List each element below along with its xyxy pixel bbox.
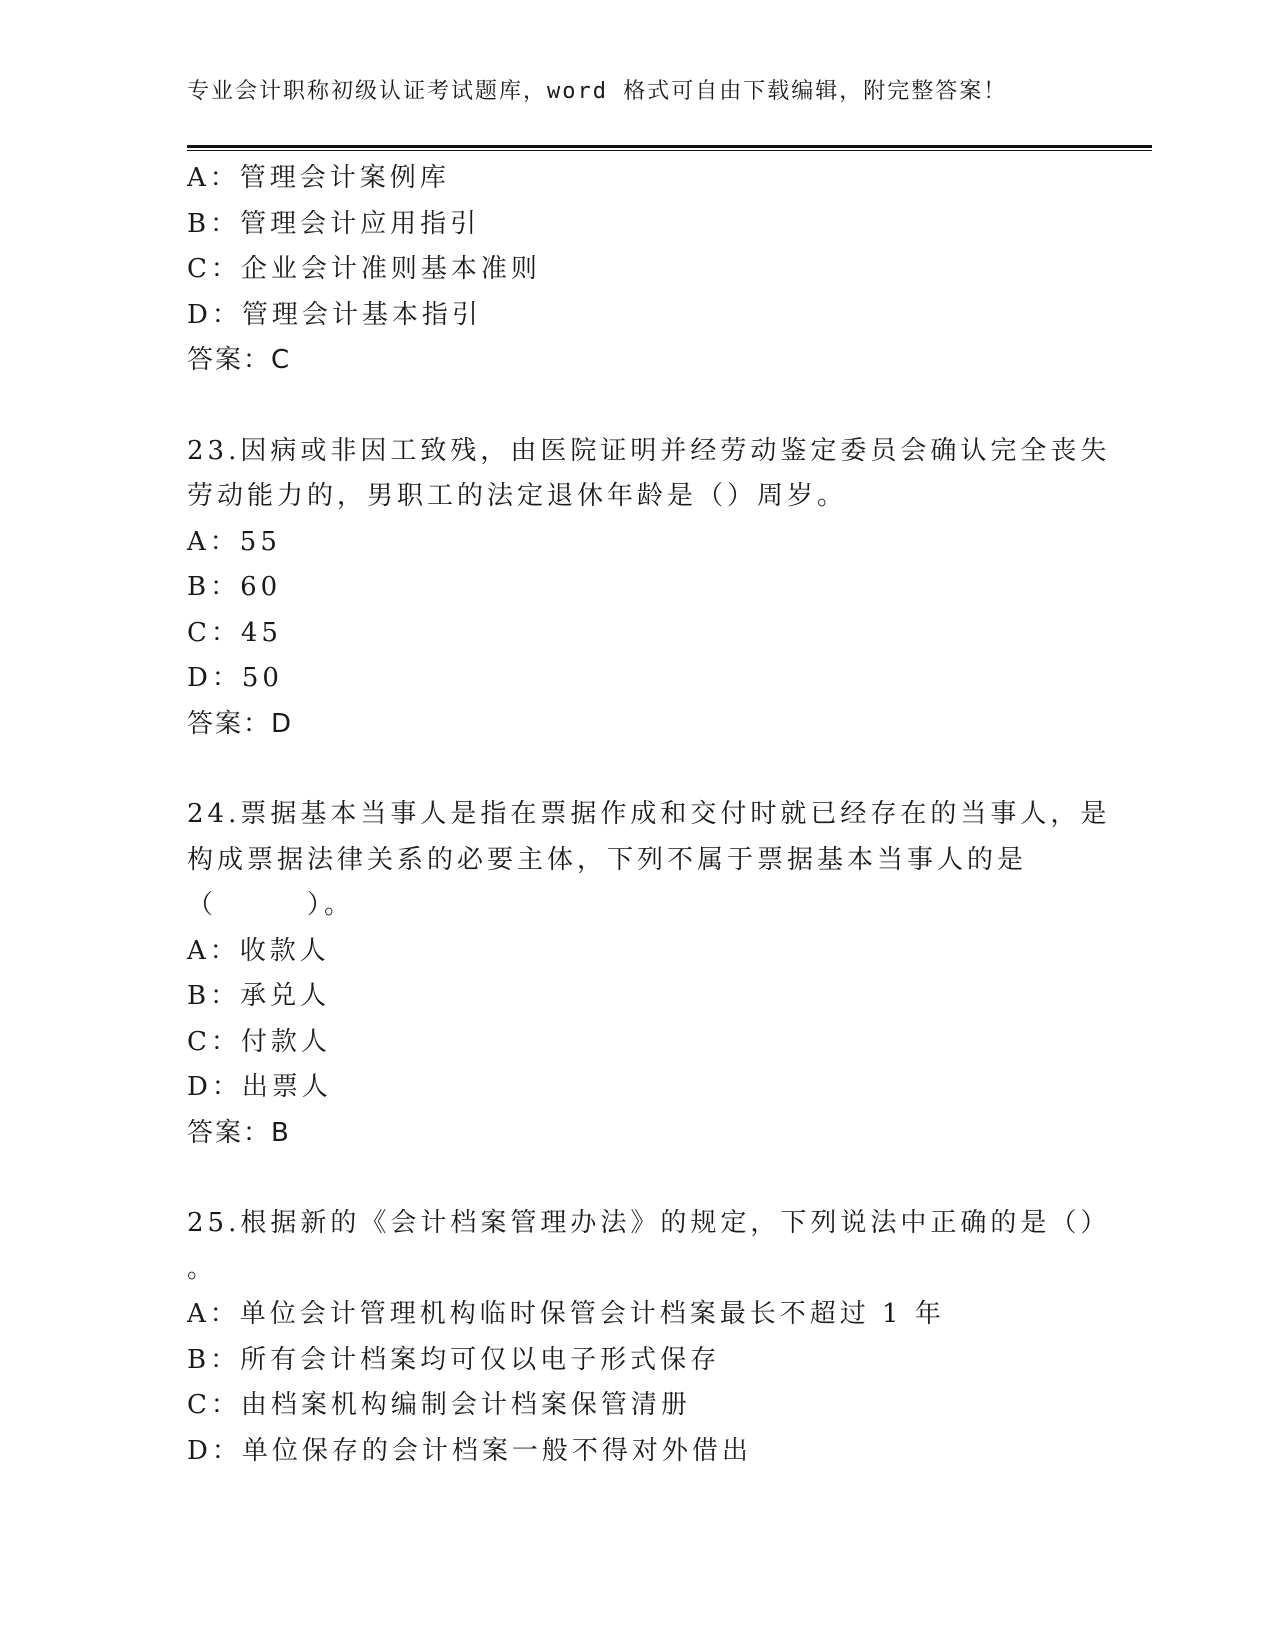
- question-content: [187, 156, 1111, 1474]
- q24-stem-line-3: （ ）。: [187, 890, 355, 920]
- q22-option-a: A：管理会计案例库: [187, 163, 450, 193]
- spacer: [187, 1156, 1087, 1201]
- q24-option-d: D：出票人: [187, 1072, 332, 1102]
- q23-option-a: A：55: [187, 526, 281, 557]
- spacer: [187, 747, 1087, 792]
- q23-stem-line-1: 23.因病或非因工致残，由医院证明并经劳动鉴定委员会确认完全丧失: [187, 435, 1111, 466]
- q25-option-b: B：所有会计档案均可仅以电子形式保存: [187, 1344, 721, 1375]
- q22-option-c: C：企业会计准则基本准则: [187, 254, 541, 284]
- q24-option-a: A：收款人: [187, 935, 330, 966]
- q23-option-d: D：50: [187, 663, 283, 693]
- q23-option-b: B：60: [187, 572, 282, 602]
- q25-stem-line-2: 。: [187, 1253, 218, 1284]
- q23-option-c: C：45: [187, 617, 282, 648]
- q25-option-c: C：由档案机构编制会计档案保管清册: [187, 1390, 691, 1420]
- page-header: 专业会计职称初级认证考试题库，word 格式可自由下载编辑，附完整答案！: [187, 79, 1008, 104]
- q24-stem-line-1: 24.票据基本当事人是指在票据作成和交付时就已经存在的当事人，是: [187, 799, 1111, 829]
- q23-stem-line-2: 劳动能力的，男职工的法定退休年龄是（）周岁。: [187, 481, 848, 511]
- q24-option-c: C：付款人: [187, 1026, 331, 1057]
- q24-answer: 答案：B: [187, 1117, 291, 1148]
- q24-stem-line-2: 构成票据法律关系的必要主体，下列不属于票据基本当事人的是: [187, 844, 1028, 875]
- q23-answer: 答案：D: [187, 708, 294, 739]
- header-rule-thin: [187, 150, 1152, 151]
- q22-answer: 答案：C: [187, 345, 292, 375]
- q25-option-d: D：单位保存的会计档案一般不得对外借出: [187, 1435, 752, 1466]
- q24-option-b: B：承兑人: [187, 981, 331, 1011]
- header-rule-thick: [187, 145, 1152, 148]
- q22-option-d: D：管理会计基本指引: [187, 299, 482, 330]
- spacer: [187, 384, 1087, 429]
- q25-stem-line-1: 25.根据新的《会计档案管理办法》的规定，下列说法中正确的是（）: [187, 1208, 1111, 1238]
- q25-option-a: A：单位会计管理机构临时保管会计档案最长不超过 1 年: [187, 1299, 945, 1329]
- q22-option-b: B：管理会计应用指引: [187, 208, 481, 239]
